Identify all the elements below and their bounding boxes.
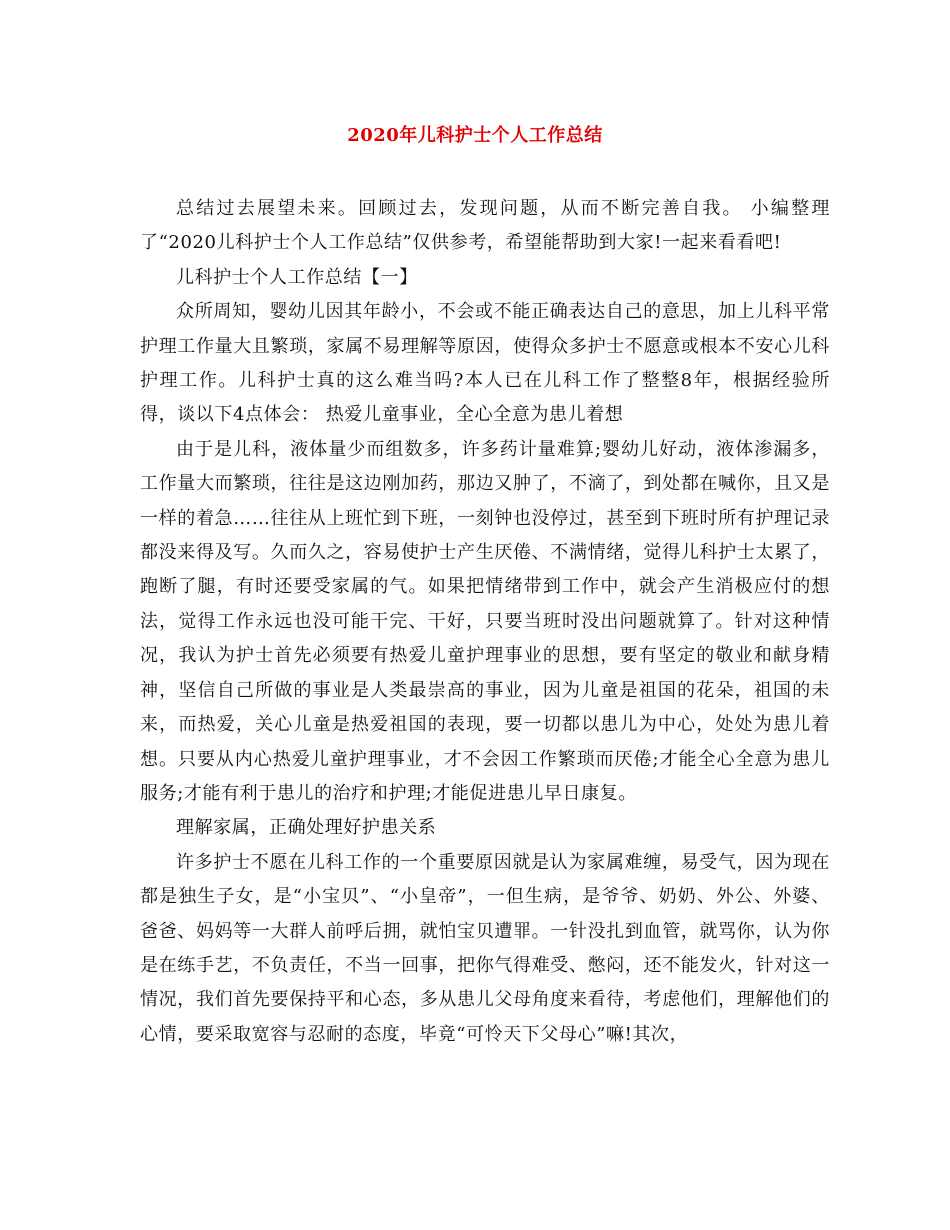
paragraph-family-relations: 许多护士不愿在儿科工作的一个重要原因就是认为家属难缠，易受气，因为现在都是独生子女，是“小宝贝”、“小皇帝”，一但生病，是爷爷、奶奶、外公、外婆、爸爸、妈妈等一大群人前呼后拥，就怕宝贝遭罪。一针没扎到血管，就骂你，认为你是在练手艺，不负责任，不当一回事，把你气得难受、憋闷，还不能发火，针对这一情况，我们首先要保持平和心态，多从患儿父母角度来看待，考虑他们，理解他们的心情，要采取宽容与忍耐的态度，毕竟“可怜天下父母心”嘛!其次， — [140, 851, 830, 1045]
paragraph-background: 众所周知，婴幼儿因其年龄小，不会或不能正确表达自己的意思，加上儿科平常护理工作量大且繁琐，家属不易理解等原因，使得众多护士不愿意或根本不安心儿科护理工作。儿科护士真的这么难当吗?本人已在儿科工作了整整8年，根据经验所得，谈以下4点体会： 热爱儿童事业，全心全意为患儿着想 — [140, 301, 830, 426]
section-heading-one: 儿科护士个人工作总结【一】 — [176, 266, 418, 288]
document-body — [140, 192, 830, 1052]
paragraph-dedication: 由于是儿科，液体量少而组数多，许多药计量难算;婴幼儿好动，液体渗漏多，工作量大而繁琐，往往是这边刚加药，那边又肿了，不滴了，到处都在喊你，且又是一样的着急……往往从上班忙到下班，一刻钟也没停过，甚至到下班时所有护理记录都没来得及写。久而久之，容易使护士产生厌倦、不满情绪，觉得儿科护士太累了，跑断了腿，有时还要受家属的气。如果把情绪带到工作中，就会产生消极应付的想法，觉得工作永远也没可能干完、干好，只要当班时没出问题就算了。针对这种情况，我认为护士首先必须要有热爱儿童护理事业的思想，要有坚定的敬业和献身精神，坚信自己所做的事业是人类最崇高的事业，因为儿童是祖国的花朵，祖国的未来，而热爱，关心儿童是热爱祖国的表现，要一切都以患儿为中心，处处为患儿着想。只要从内心热爱儿童护理事业，才不会因工作繁琐而厌倦;才能全心全意为患儿服务;才能有利于患儿的治疗和护理;才能促进患儿早日康复。 — [140, 438, 830, 804]
section-heading-family: 理解家属，正确处理好护患关系 — [176, 817, 437, 839]
paragraph-intro: 总结过去展望未来。回顾过去，发现问题，从而不断完善自我。 小编整理了“2020儿科护士个人工作总结”仅供参考，希望能帮助到大家!一起来看看吧! — [140, 198, 830, 254]
document-title: 2020年儿科护士个人工作总结 — [347, 125, 603, 146]
